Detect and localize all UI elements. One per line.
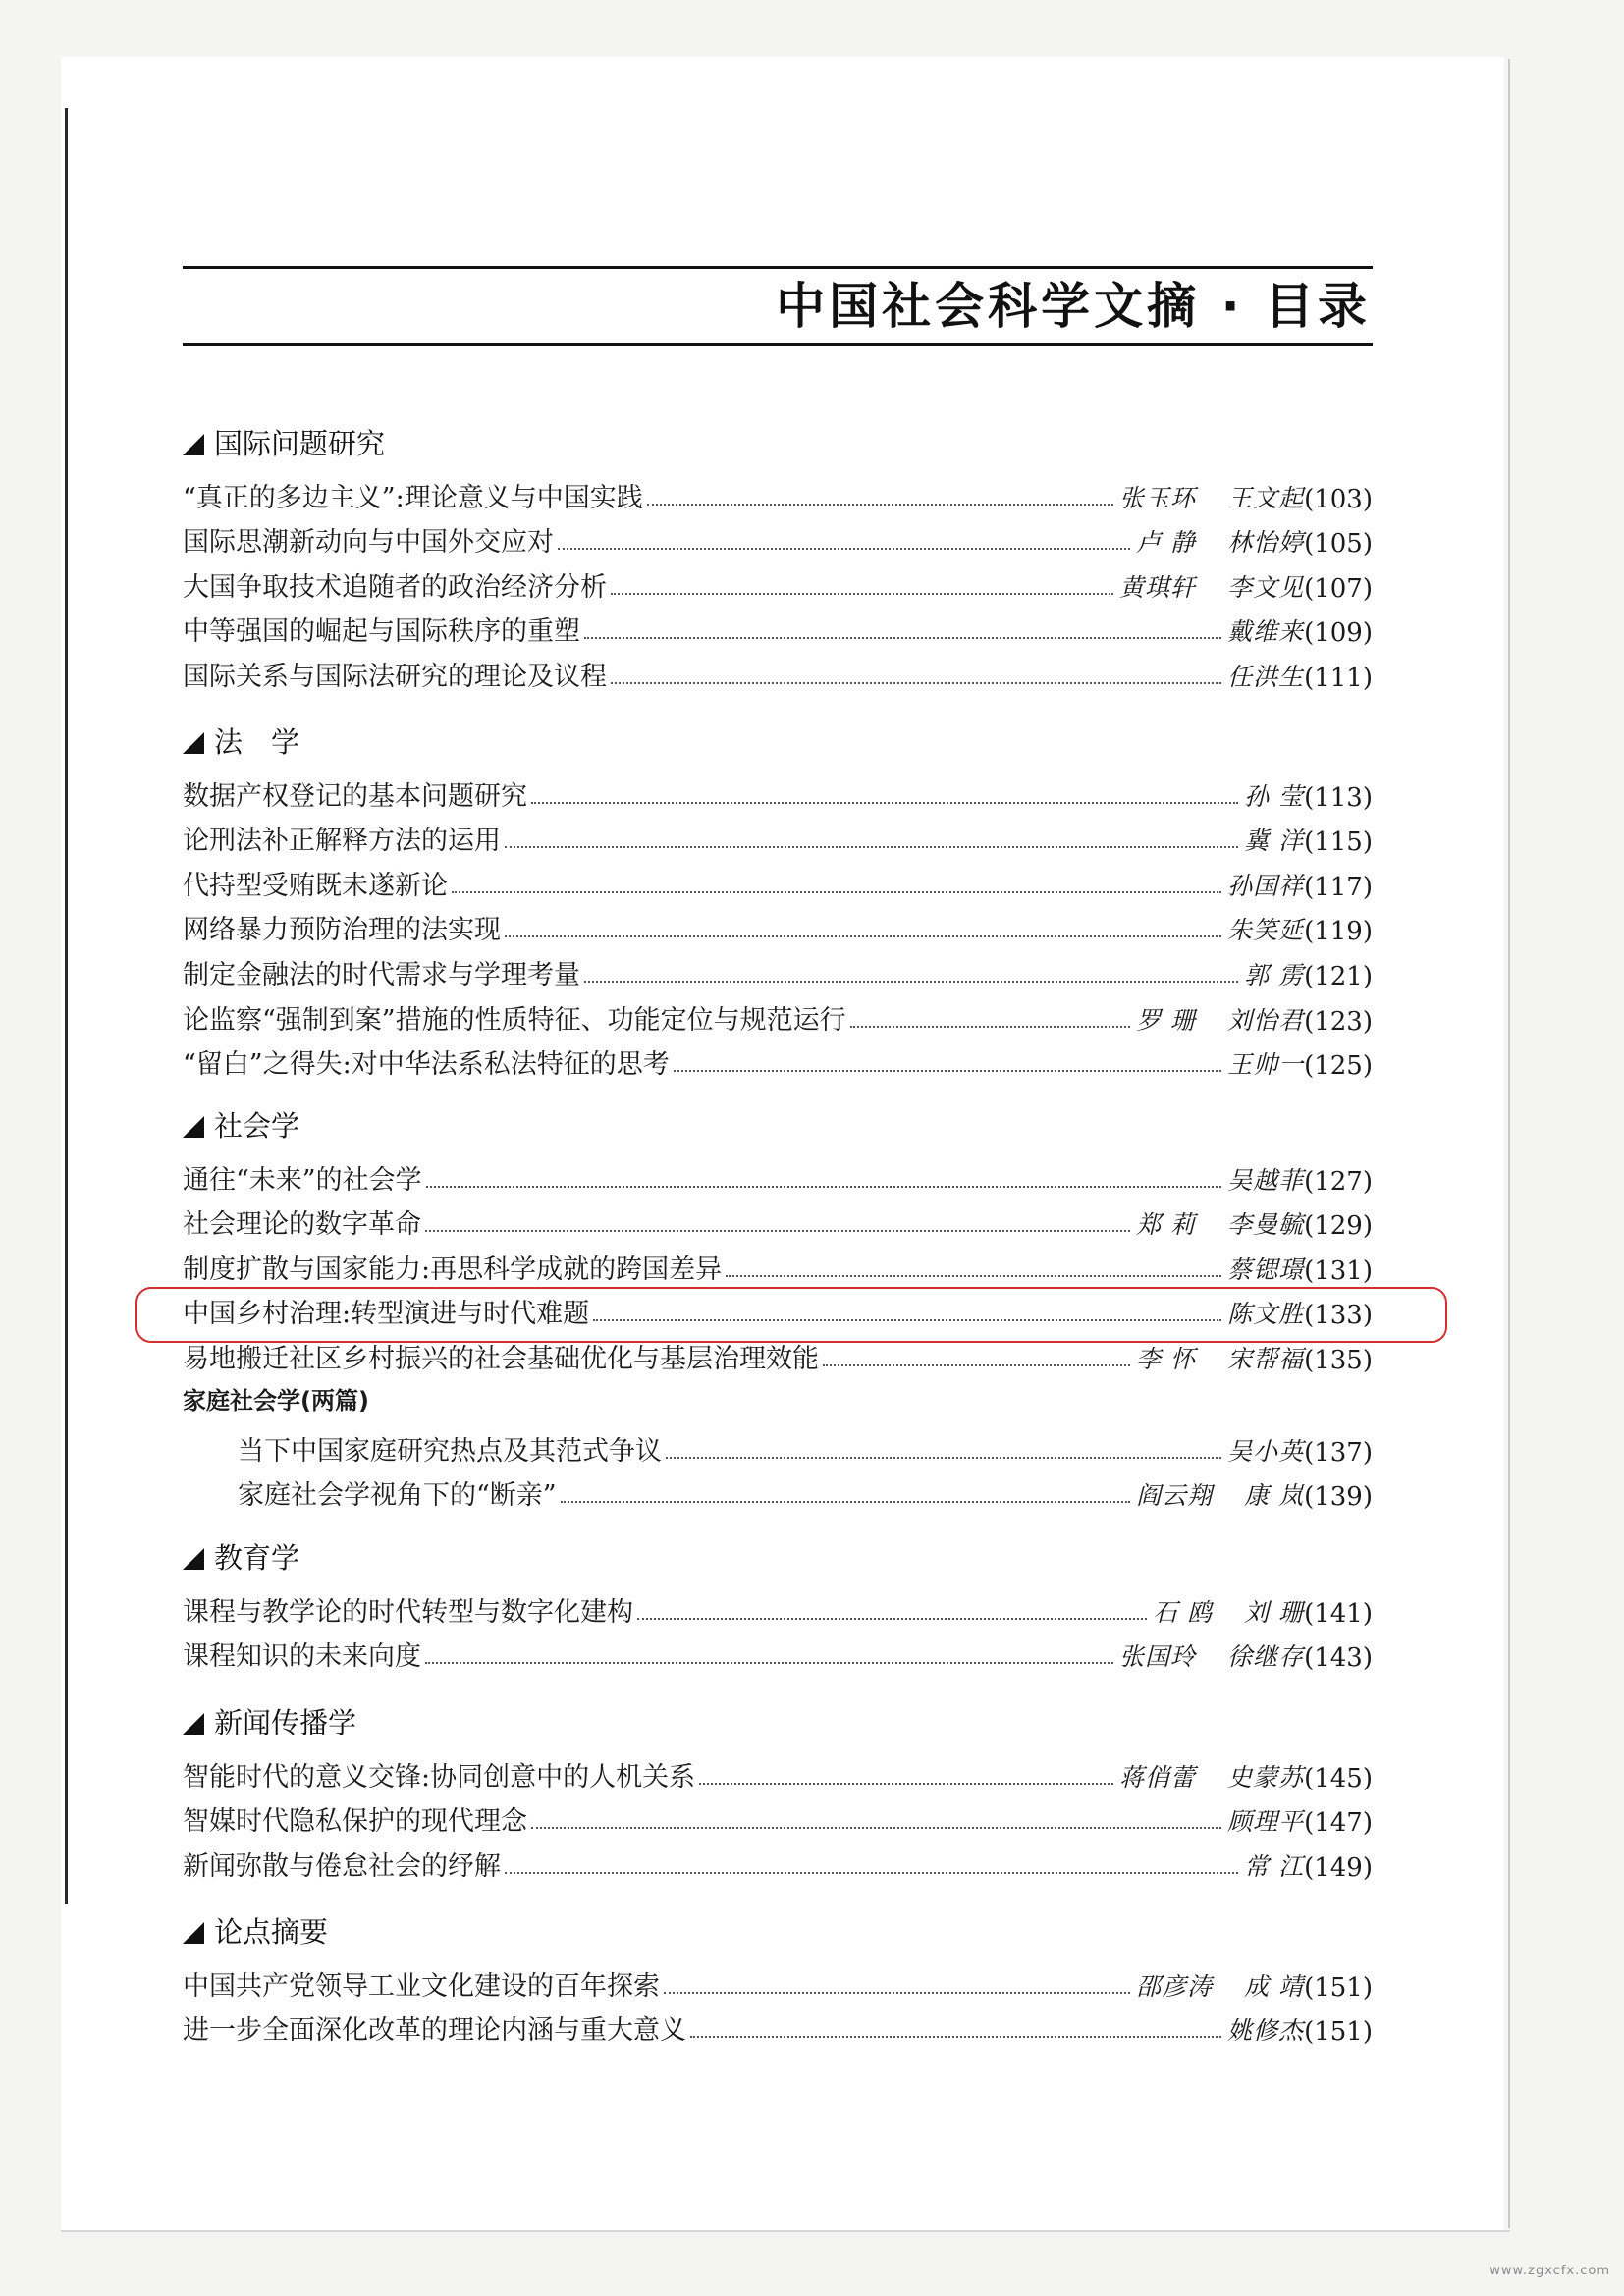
- author-name: 徐继存: [1227, 1642, 1305, 1672]
- entry-authors: [1227, 911, 1304, 946]
- toc-section: [183, 419, 1373, 693]
- toc-entry[interactable]: [183, 1422, 1373, 1468]
- page-number: (105): [1304, 529, 1373, 560]
- dot-leader: [666, 1457, 1221, 1459]
- page-number: (113): [1304, 782, 1373, 813]
- page-number: (135): [1304, 1345, 1373, 1375]
- toc-entry[interactable]: [183, 648, 1373, 693]
- entry-authors: [1136, 1001, 1304, 1037]
- author-name: 康 岚: [1244, 1481, 1305, 1511]
- entry-authors: [1244, 956, 1304, 991]
- section-title: 教育学: [214, 1541, 300, 1575]
- dot-leader: [505, 935, 1221, 937]
- author-name: 王帅一: [1227, 1050, 1305, 1080]
- entry-title: 新闻弥散与倦怠社会的纾解: [183, 1850, 501, 1882]
- toc-section: [183, 718, 1373, 1081]
- entry-title: 网络暴力预防治理的法实现: [183, 915, 501, 946]
- header-top-rule: [183, 266, 1373, 269]
- entry-authors: [1227, 1802, 1304, 1838]
- section-title: 社会学: [214, 1109, 300, 1143]
- watermark: www.zgxcfx.com: [1489, 2264, 1610, 2278]
- page-number: (151): [1304, 2017, 1373, 2048]
- toc-entry[interactable]: [183, 1957, 1373, 2002]
- author-name: 吴小英: [1227, 1436, 1305, 1466]
- dot-leader: [647, 504, 1113, 506]
- toc-entry[interactable]: [183, 1037, 1373, 1082]
- dot-leader: [584, 981, 1238, 983]
- dot-leader: [505, 1872, 1238, 1874]
- author-name: 李 怀: [1136, 1344, 1197, 1373]
- toc-header: [183, 266, 1373, 347]
- author-name: 史蒙苏: [1227, 1762, 1305, 1791]
- subsection-title: 家庭社会学(两篇): [183, 1386, 369, 1415]
- dot-leader: [561, 1501, 1131, 1503]
- dot-leader: [425, 1230, 1130, 1232]
- toc-entry[interactable]: [183, 1151, 1373, 1197]
- entry-title: 中国共产党领导工业文化建设的百年探索: [183, 1970, 660, 2002]
- author-name: 姚修杰: [1227, 2016, 1305, 2046]
- toc-entry[interactable]: [183, 1629, 1373, 1674]
- author-name: 张玉环: [1119, 483, 1197, 512]
- author-name: 蒋俏蕾: [1119, 1762, 1197, 1791]
- page-number: (111): [1304, 663, 1373, 693]
- page-bottom-edge: [61, 2230, 1510, 2232]
- dot-leader: [674, 1070, 1221, 1072]
- page-number: (119): [1304, 917, 1373, 947]
- dot-leader: [637, 1618, 1147, 1620]
- page-number: (151): [1304, 1972, 1373, 2002]
- entry-authors: [1119, 568, 1304, 604]
- toc-entry[interactable]: [183, 1468, 1373, 1513]
- author-name: 刘怡君: [1227, 1005, 1305, 1035]
- author-name: 邵彦涛: [1136, 1971, 1214, 2001]
- entry-title: 数据产权登记的基本问题研究: [183, 780, 527, 812]
- toc-entry[interactable]: [183, 902, 1373, 947]
- author-name: 任洪生: [1227, 662, 1305, 691]
- page-number: (107): [1304, 573, 1373, 604]
- entry-title: 当下中国家庭研究热点及其范式争议: [238, 1435, 662, 1467]
- page-number: (125): [1304, 1051, 1373, 1082]
- author-name: 孙 莹: [1244, 781, 1305, 811]
- section-title: 国际问题研究: [214, 427, 386, 460]
- author-name: 陈文胜: [1227, 1300, 1305, 1329]
- page-number: (115): [1304, 828, 1373, 858]
- toc-entry[interactable]: [183, 469, 1373, 514]
- author-name: 蔡锶璟: [1227, 1255, 1305, 1284]
- entry-authors: [1244, 777, 1304, 813]
- page-number: (139): [1304, 1482, 1373, 1513]
- author-name: 张国玲: [1119, 1642, 1197, 1672]
- entry-authors: [1136, 1205, 1304, 1241]
- entry-authors: [1136, 523, 1304, 559]
- dot-leader: [699, 1783, 1113, 1785]
- page-number: (127): [1304, 1166, 1373, 1197]
- section-title: 新闻传播学: [214, 1706, 357, 1739]
- author-name: 卢 静: [1136, 528, 1197, 558]
- dot-leader: [531, 1827, 1221, 1829]
- author-name: 顾理平: [1227, 1807, 1305, 1837]
- section-title: 法 学: [214, 725, 300, 759]
- triangle-bullet-icon: [183, 1713, 204, 1735]
- toc-entry[interactable]: [183, 1748, 1373, 1793]
- entry-title: 国际关系与国际法研究的理论及议程: [183, 661, 607, 692]
- toc-entry[interactable]: [183, 1838, 1373, 1883]
- author-name: 李文见: [1227, 572, 1305, 602]
- entry-title: 论刑法补正解释方法的运用: [183, 826, 501, 857]
- author-name: 罗 珊: [1136, 1005, 1197, 1035]
- dot-leader: [611, 593, 1113, 595]
- entry-title: “真正的多边主义”:理论意义与中国实践: [183, 482, 643, 513]
- section-heading: [183, 1101, 1373, 1150]
- section-heading: [183, 718, 1373, 767]
- author-name: 成 靖: [1244, 1971, 1305, 2001]
- triangle-bullet-icon: [183, 1116, 204, 1138]
- page-number: (103): [1304, 484, 1373, 514]
- toc-section: [183, 1533, 1373, 1673]
- author-name: 郭 雳: [1244, 960, 1305, 989]
- author-name: 李曼毓: [1227, 1210, 1305, 1240]
- author-name: 刘 珊: [1244, 1597, 1305, 1627]
- entry-title: 课程知识的未来向度: [183, 1641, 421, 1673]
- toc-entry[interactable]: [183, 514, 1373, 560]
- entry-authors: [1227, 2011, 1304, 2047]
- page-number: (129): [1304, 1211, 1373, 1242]
- entry-title: 中等强国的崛起与国际秩序的重塑: [183, 616, 580, 648]
- toc-entry[interactable]: [183, 604, 1373, 649]
- dot-leader: [531, 802, 1238, 804]
- toc-section: [183, 1698, 1373, 1883]
- author-name: 郑 莉: [1136, 1210, 1197, 1240]
- entry-title: 论监察“强制到案”措施的性质特征、功能定位与规范运行: [183, 1004, 846, 1036]
- dot-leader: [823, 1364, 1130, 1366]
- dot-leader: [690, 2036, 1221, 2038]
- dot-leader: [664, 1992, 1130, 1994]
- triangle-bullet-icon: [183, 434, 204, 455]
- author-name: 吴越菲: [1227, 1165, 1305, 1195]
- entry-title: 国际思潮新动向与中国外交应对: [183, 527, 554, 559]
- entry-authors: [1227, 1251, 1304, 1286]
- page-number: (123): [1304, 1006, 1373, 1037]
- entry-title: 易地搬迁社区乡村振兴的社会基础优化与基层治理效能: [183, 1343, 819, 1374]
- entry-title: 大国争取技术追随者的政治经济分析: [183, 571, 607, 603]
- page-number: (133): [1304, 1301, 1373, 1331]
- author-name: 朱笑延: [1227, 916, 1305, 945]
- entry-title: 中国乡村治理:转型演进与时代难题: [183, 1299, 590, 1330]
- toc-entry[interactable]: [183, 768, 1373, 813]
- entry-authors: [1244, 822, 1304, 857]
- entry-authors: [1227, 613, 1304, 648]
- entry-authors: [1227, 1432, 1304, 1468]
- entry-authors: [1136, 1967, 1304, 2002]
- dot-leader: [425, 1662, 1113, 1664]
- entry-authors: [1227, 1045, 1304, 1081]
- entry-title: 社会理论的数字革命: [183, 1209, 421, 1241]
- page-number: (145): [1304, 1763, 1373, 1793]
- page-number: (121): [1304, 961, 1373, 991]
- author-name: 孙国祥: [1227, 871, 1305, 900]
- dot-leader: [426, 1186, 1221, 1188]
- header-bottom-rule: [183, 343, 1373, 346]
- triangle-bullet-icon: [183, 1548, 204, 1570]
- page-number: (141): [1304, 1598, 1373, 1629]
- entry-authors: [1119, 479, 1304, 514]
- entry-authors: [1119, 1637, 1304, 1673]
- author-name: 戴维来: [1227, 617, 1305, 647]
- entry-title: 制度扩散与国家能力:再思科学成就的跨国差异: [183, 1254, 723, 1285]
- page-number: (109): [1304, 618, 1373, 649]
- entry-authors: [1244, 1847, 1304, 1883]
- page-right-edge: [1508, 59, 1510, 2228]
- toc-entry[interactable]: [183, 2002, 1373, 2048]
- dot-leader: [584, 637, 1221, 639]
- toc-entry[interactable]: [183, 1793, 1373, 1839]
- triangle-bullet-icon: [183, 1922, 204, 1944]
- section-heading: [183, 1533, 1373, 1582]
- author-name: 常 江: [1244, 1851, 1305, 1881]
- author-name: 宋帮福: [1227, 1344, 1305, 1373]
- entry-title: 家庭社会学视角下的“断亲”: [238, 1480, 557, 1512]
- toc-entry[interactable]: [183, 857, 1373, 902]
- toc-entry[interactable]: [183, 1241, 1373, 1286]
- entry-title: 课程与教学论的时代转型与数字化建构: [183, 1596, 633, 1628]
- toc-entry[interactable]: [183, 1583, 1373, 1629]
- entry-title: 制定金融法的时代需求与学理考量: [183, 959, 580, 990]
- author-name: 冀 洋: [1244, 827, 1305, 856]
- section-heading: [183, 1698, 1373, 1747]
- page-number: (137): [1304, 1437, 1373, 1468]
- page-number: (117): [1304, 872, 1373, 902]
- page-number: (147): [1304, 1808, 1373, 1839]
- toc-entry[interactable]: [183, 813, 1373, 858]
- entry-authors: [1153, 1593, 1304, 1629]
- page-left-edge: [65, 108, 68, 1904]
- page-number: (131): [1304, 1255, 1373, 1286]
- entry-authors: [1136, 1340, 1304, 1375]
- entry-authors: [1119, 1758, 1304, 1793]
- entry-title: 代持型受贿既未遂新论: [183, 870, 448, 901]
- toc-entry[interactable]: [183, 991, 1373, 1037]
- page-number: (149): [1304, 1852, 1373, 1883]
- section-title: 论点摘要: [214, 1915, 329, 1949]
- entry-title: 进一步全面深化改革的理论内涵与重大意义: [183, 2015, 686, 2047]
- toc-entry[interactable]: [183, 946, 1373, 991]
- dot-leader: [611, 682, 1221, 684]
- dot-leader: [505, 846, 1238, 848]
- section-heading: [183, 1907, 1373, 1956]
- author-name: 阎云翔: [1136, 1481, 1214, 1511]
- entry-authors: [1227, 867, 1304, 902]
- toc-section: [183, 1907, 1373, 2047]
- page-number: (143): [1304, 1643, 1373, 1674]
- toc-entry[interactable]: [183, 1197, 1373, 1242]
- entry-title: 智能时代的意义交锋:协同创意中的人机关系: [183, 1761, 696, 1792]
- entry-authors: [1227, 658, 1304, 693]
- author-name: 王文起: [1227, 483, 1305, 512]
- section-heading: [183, 419, 1373, 468]
- author-name: 石 鸥: [1153, 1597, 1214, 1627]
- entry-title: “留白”之得失:对中华法系私法特征的思考: [183, 1049, 670, 1081]
- highlight-box: [135, 1287, 1447, 1343]
- triangle-bullet-icon: [183, 732, 204, 754]
- dot-leader: [726, 1275, 1221, 1277]
- author-name: 林怡婷: [1227, 528, 1305, 558]
- entry-authors: [1136, 1476, 1304, 1512]
- author-name: 黄琪轩: [1119, 572, 1197, 602]
- toc-entry[interactable]: [183, 559, 1373, 604]
- dot-leader: [452, 891, 1221, 893]
- dot-leader: [558, 548, 1130, 550]
- entry-title: 智媒时代隐私保护的现代理念: [183, 1806, 527, 1838]
- entry-title: 通往“未来”的社会学: [183, 1164, 422, 1196]
- header-title: 中国社会科学文摘 · 目录: [776, 278, 1371, 335]
- entry-authors: [1227, 1161, 1304, 1197]
- dot-leader: [850, 1026, 1131, 1028]
